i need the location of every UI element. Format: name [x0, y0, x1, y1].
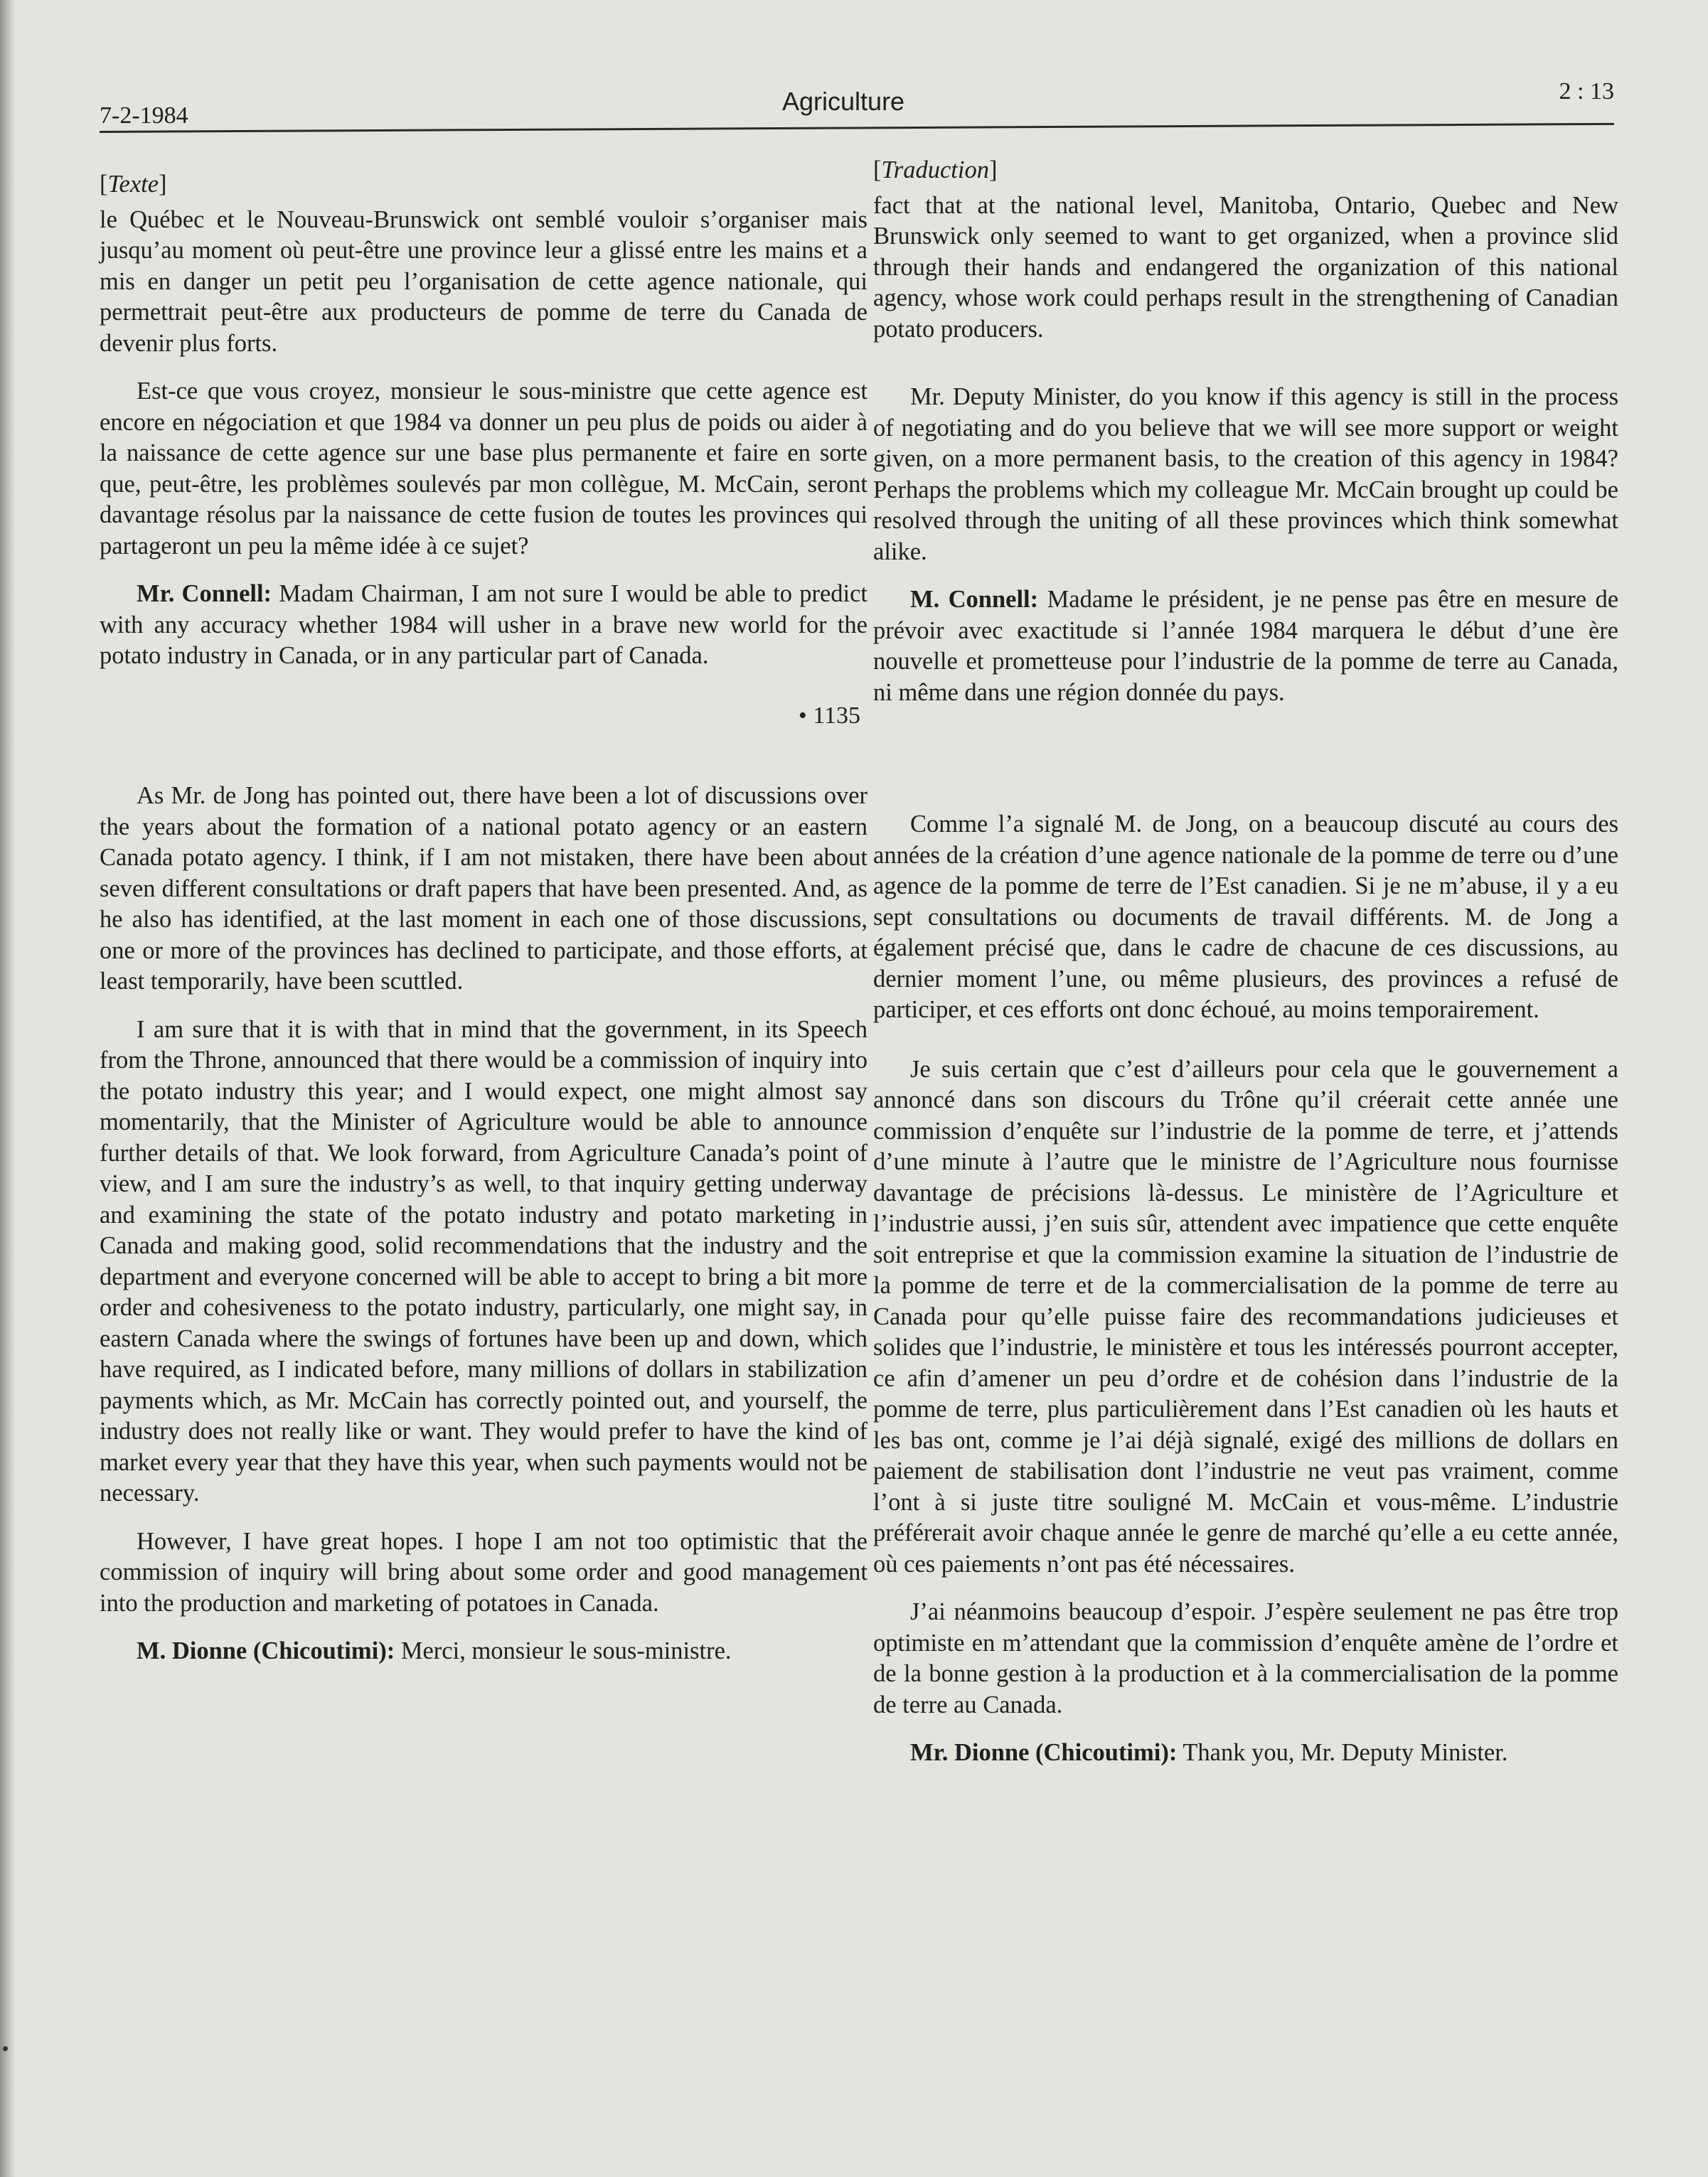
margin-dot: [3, 2046, 8, 2051]
right-paragraph-6: J’ai néanmoins beaucoup d’espoir. J’espère seulement ne pas être trop optimiste en m’attendant que la commission d’enquête amène de l’ordre et de la bonne gestion à la production et à la commercialisation de la pomme de terre au Canada.: [873, 1598, 1618, 1718]
right-speaker-3: M. Connell:: [910, 586, 1039, 613]
left-paragraph-3: Mr. Connell: Madam Chairman, I am not sure I would be able to predict with any accuracy whether 1984 will usher in a brave new world for the potato industry in Canada, or in any particular part of Canada.: [100, 580, 868, 669]
timecode: • 1135: [798, 702, 860, 729]
page-number: 2 : 13: [1559, 78, 1614, 105]
right-speaker-7: Mr. Dionne (Chicoutimi):: [910, 1739, 1178, 1766]
left-paragraph-1: le Québec et le Nouveau-Brunswick ont semblé vouloir s’organiser mais jusqu’au moment où peut-être une province leur a glissé entre les mains et a mis en danger un petit peu l’organisation de cette agence nationale, qui permettrait peut-être aux producteurs de pomme de terre du Canada de devenir plus forts.: [100, 205, 868, 357]
right-paragraph-3: M. Connell: Madame le président, je ne pense pas être en mesure de prévoir avec exactitude si l’année 1984 marquera le début d’une ère nouvelle et prometteuse pour l’industrie de la pomme de terre au Canada, ni même dans une région donnée du pays.: [873, 586, 1619, 706]
left-speaker-7: M. Dionne (Chicoutimi):: [137, 1637, 395, 1664]
left-paragraph-6: However, I have great hopes. I hope I am not too optimistic that the commission of inquiry will bring about some order and good management into the production and marketing of potatoes in Canada.: [100, 1527, 868, 1617]
left-speaker-3: Mr. Connell:: [137, 580, 272, 607]
spacer: [873, 725, 1618, 809]
left-paragraph-4: As Mr. de Jong has pointed out, there have been a lot of discussions over the years about the formation of a national potato agency or an eastern Canada potato agency. I think, if I am not mistaken, there have been about seven different consultations or draft papers that have been presented. And, as he also has identified, at the last moment in each one of those discussions, one or more of the provinces has declined to participate, and those efforts, at least temporarily, have been scuttled.: [100, 782, 868, 995]
binding-shadow: [0, 0, 16, 2177]
right-paragraph-2: Mr. Deputy Minister, do you know if this agency is still in the process of negotiating and do you believe that we will see more support or weight given, on a more permanent basis, to the creation of this agency in 1984? Perhaps the problems which my colleague Mr. McCain brought up could be resolved through the uniting of all these provinces which think somewhat alike.: [873, 383, 1618, 565]
header-title: Agriculture: [782, 87, 905, 116]
left-paragraph-5: I am sure that it is with that in mind that the government, in its Speech from the Throne, announced that there would be a commission of inquiry into the potato industry this year; and I would expect, one might almost say momentarily, that the Minister of Agriculture would be able to announce further details of that. We look forward, from Agriculture Canada’s point of view, and I am sure the industry’s as well, to that inquiry getting underway and examining the state of the potato industry and potato marketing in Canada and making good, solid recommendations that the industry and the department and everyone concerned will be able to accept to bring a bit more order and cohesiveness to the potato industry, particularly, one might say, in eastern Canada where the swings of fortunes have been up and down, which have required, as I indicated before, many millions of dollars in stabilization payments which, as Mr. McCain has correctly pointed out, and yourself, the industry does not really like or want. They would prefer to have the kind of market every year that they have this year, when such payments would not be necessary.: [100, 1015, 868, 1507]
header-rule: [100, 123, 1614, 133]
left-paragraph-2: Est-ce que vous croyez, monsieur le sous-ministre que cette agence est encore en négociation et que 1984 va donner un peu plus de poids ou aider à la naissance de cette agence sur une base plus permanente et faire en sorte que, peut-être, les problèmes soulevés par mon collègue, M. McCain, seront davantage résolus par la naissance de cette fusion de toutes les provinces qui partageront un peu la même idée à ce sujet?: [100, 378, 868, 560]
right-paragraph-4: Comme l’a signalé M. de Jong, on a beaucoup discuté au cours des années de la création d’une agence nationale de la pomme de terre ou d’une agence de la pomme de terre de l’Est canadien. Si je ne m’abuse, il y a eu sept consultations ou documents de travail différents. M. de Jong a également précisé que, dans le cadre de chacune de ces discussions, au dernier moment l’une, ou même plusieurs, des provinces a refusé de participer, et ces efforts ont donc échoué, au moins temporairement.: [873, 811, 1618, 1023]
right-language-marker: [Traduction]: [873, 156, 998, 183]
header-date: 7-2-1984: [100, 102, 188, 129]
left-language-marker: [Texte]: [100, 171, 167, 198]
right-column: [873, 155, 1618, 1786]
page-header: [100, 78, 1621, 135]
right-paragraph-5: Je suis certain que c’est d’ailleurs pour cela que le gouvernement a annoncé dans son discours du Trône qu’il créerait cette année une commission d’enquête sur l’industrie de la pomme de terre, et j’attends d’une minute à l’autre que le ministre de l’Agriculture nous fournisse davantage de précisions là-dessus. Le ministère de l’Agriculture et l’industrie aussi, j’en suis sûr, attendent avec impatience que cette enquête soit entreprise et que la commission examine la situation de l’industrie de la pomme de terre et de la commercialisation de la pomme de terre au Canada pour qu’elle puisse faire des recommandations judicieuses et solides que l’industrie, le ministère et tous les intéressés pourront accepter, ce afin d’amener un peu d’ordre et de cohésion dans l’industrie de la pomme de terre, plus particulièrement dans l’Est canadien où les hauts et les bas ont, comme je l’ai déjà signalé, exigé des millions de dollars en paiement de stabilisation dont l’industrie ne veut pas vraiment, comme l’ont à si juste titre souligné M. McCain et vous-même. L’industrie préférerait avoir chaque année le genre de marché qu’elle a eu cette année, où ces paiements n’ont pas été nécessaires.: [873, 1055, 1618, 1578]
right-paragraph-7: Mr. Dionne (Chicoutimi): Thank you, Mr. Deputy Minister.: [910, 1739, 1508, 1766]
left-paragraph-7: M. Dionne (Chicoutimi): Merci, monsieur le sous-ministre.: [137, 1637, 732, 1664]
left-column: [100, 169, 868, 1684]
right-paragraph-1: fact that at the national level, Manitoba, Ontario, Quebec and New Brunswick only seemed to want to get organized, when a province slid through their hands and endangered the organization of this national agency, whose work could perhaps result in the strengthening of Canadian potato producers.: [873, 191, 1618, 343]
